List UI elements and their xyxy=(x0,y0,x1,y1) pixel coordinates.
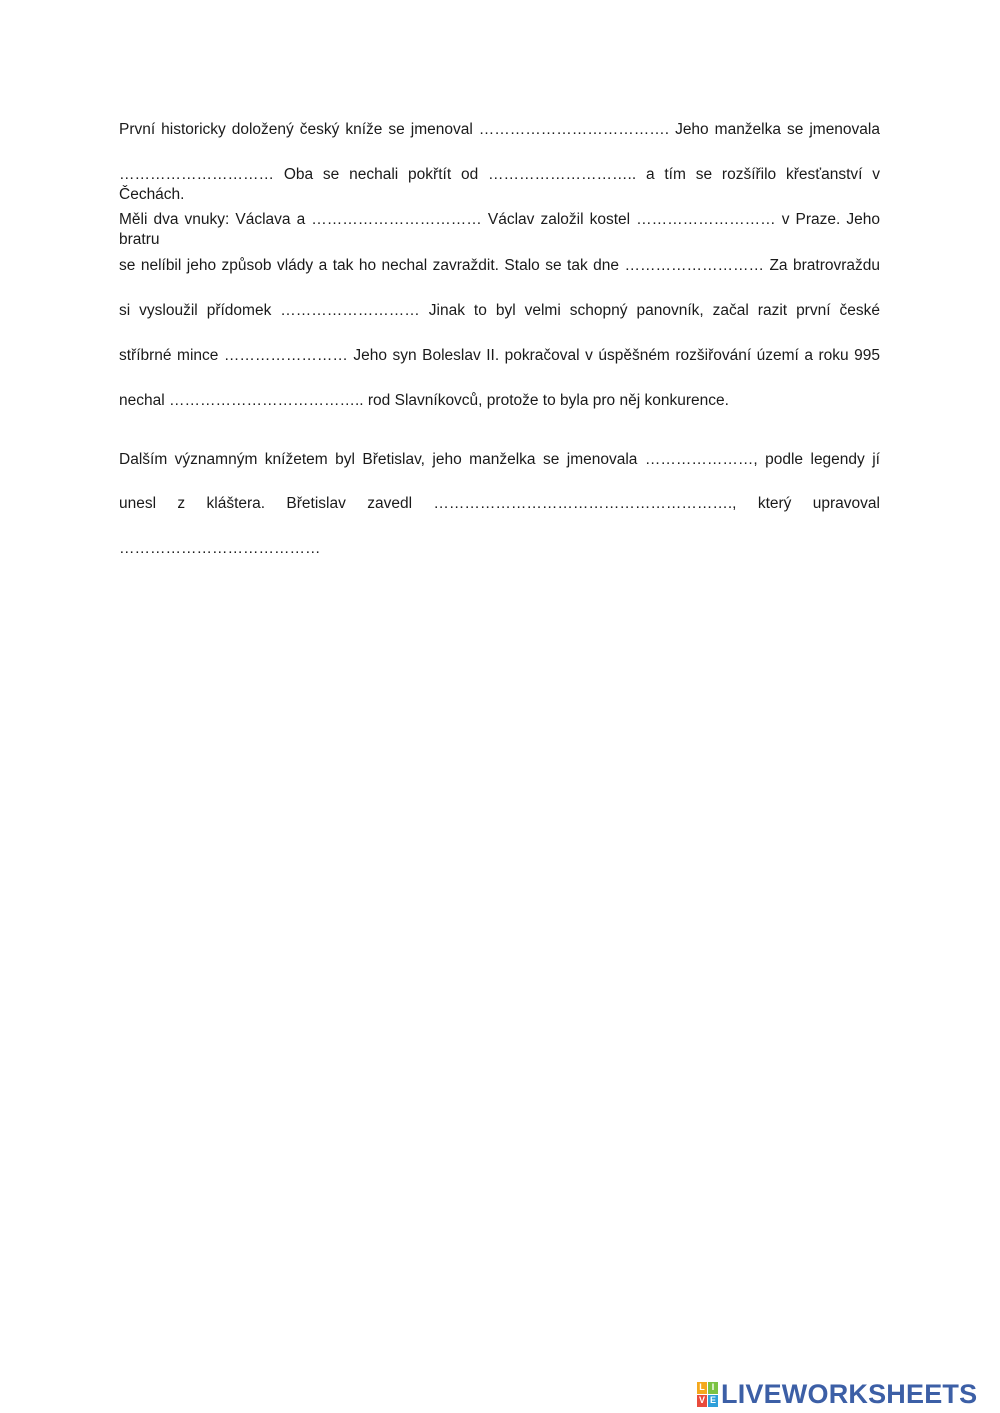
text-line: Měli dva vnuky: Václava a …………………………… Václav založil kostel ……………………… v Praze. Jeho bratru xyxy=(119,211,880,248)
text-line: nechal ……………………………….. rod Slavníkovců, protože to byla pro něj konkurence. xyxy=(119,392,729,409)
logo-letter: I xyxy=(708,1382,718,1394)
text-line: unesl z kláštera. Břetislav zavedl …………………………………………………., který upravoval xyxy=(119,495,880,512)
logo-letter: E xyxy=(709,1395,716,1405)
brand-text: LIVEWORKSHEETS xyxy=(721,1378,978,1409)
liveworksheets-logo xyxy=(697,1378,977,1410)
text-line: První historicky doložený český kníže se jmenoval ………………………………. Jeho manželka se jmenovala xyxy=(119,121,880,138)
text-line: ………………………… Oba se nechali pokřtít od ……………………….. a tím se rozšířilo křesťanství v Čechách. xyxy=(119,166,880,203)
logo-letter: L xyxy=(697,1382,707,1394)
text-line: stříbrné mince …………………… Jeho syn Boleslav II. pokračoval v úspěšném rozšiřování území a roku 995 xyxy=(119,347,880,364)
text-line: se nelíbil jeho způsob vlády a tak ho nechal zavraždit. Stalo se tak dne ……………………… Za bratrovraždu xyxy=(119,257,880,274)
text-line: ………………………………… xyxy=(119,540,321,557)
text-line: si vysloužil přídomek ……………………… Jinak to byl velmi schopný panovník, začal razit první české xyxy=(119,302,880,319)
text-line: Dalším významným knížetem byl Břetislav, jeho manželka se jmenovala …………………, podle legendy jí xyxy=(119,451,880,468)
logo-letter: V xyxy=(698,1395,705,1405)
logo-mark-icon xyxy=(697,1382,718,1407)
